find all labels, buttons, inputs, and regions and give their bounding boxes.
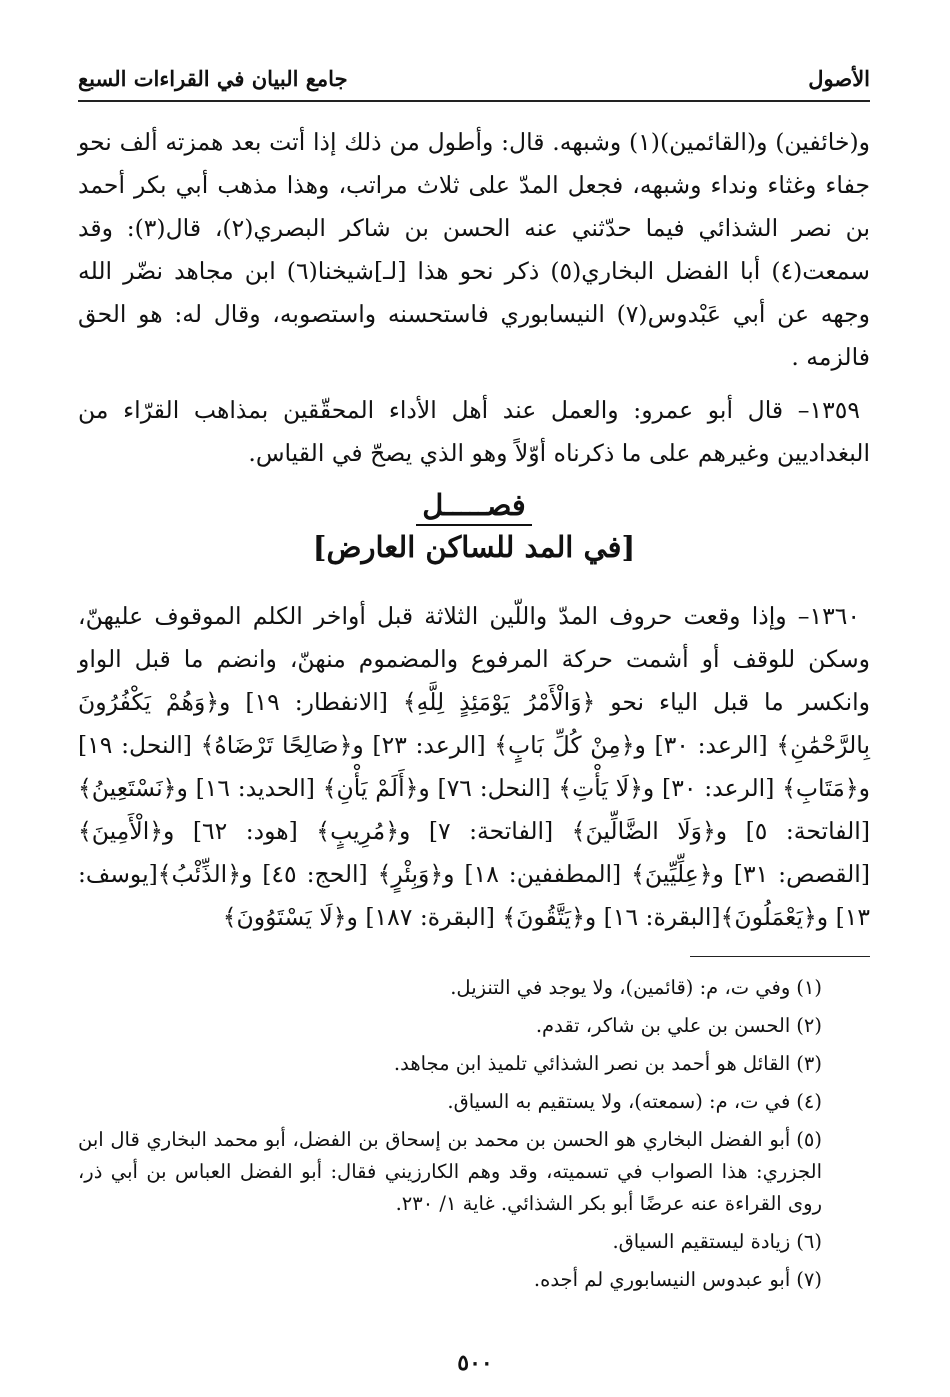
footnote-number: (٣) xyxy=(796,1052,822,1075)
footnote-separator xyxy=(690,956,870,957)
footnote-number: (٢) xyxy=(796,1014,822,1037)
paragraph-1360: ١٣٦٠– وإذا وقعت حروف المدّ واللّين الثلاثة قبل أواخر الكلم الموقوف عليهنّ، وسكن للوقف أو أشمت حركة المرفوع والمضموم منهنّ، وانضم ما قبل الواو وانكسر ما قبل الياء نحو ﴿وَالْأَمْرُ يَوْمَئِذٍ لِلَّهِ﴾ [الانفطار: ١٩] و﴿وَهُمْ يَكْفُرُونَ بِالرَّحْمَٰنِ﴾ [الرعد: ٣٠] و﴿مِنْ كُلِّ بَابٍ﴾ [الرعد: ٢٣] و﴿صَالِحًا تَرْضَاهُ﴾ [النحل: ١٩] و﴿مَتَابِ﴾ [الرعد: ٣٠] و﴿لَا يَأْتِ﴾ [النحل: ٧٦] و﴿أَلَمْ يَأْنِ﴾ [الحديد: ١٦] و﴿نَسْتَعِينُ﴾ [الفاتحة: ٥] و﴿وَلَا الضَّالِّينَ﴾ [الفاتحة: ٧] و﴿مُرِيبٍ﴾ [هود: ٦٢] و﴿الْأَمِينَ﴾ [القصص: ٣١] و﴿عِلِّيِّينَ﴾ [المطففين: ١٨] و﴿وَبِئْرٍ﴾ [الحج: ٤٥] و﴿الذِّئْبُ﴾[يوسف: ١٣] و﴿يَعْمَلُونَ﴾[البقرة: ١٦] و﴿يَتَّقُونَ﴾ [البقرة: ١٨٧] و﴿لَا يَسْتَوُونَ﴾ xyxy=(78,602,871,931)
footnote-number: (٤) xyxy=(796,1090,822,1113)
footnote xyxy=(78,1124,822,1220)
footnote-text: أبو عبدوس النيسابوري لم أجده. xyxy=(533,1268,791,1291)
footnote-number: (١) xyxy=(796,976,822,999)
footnote xyxy=(78,972,822,1004)
header-rule xyxy=(78,100,870,102)
footnote-text: القائل هو أحمد بن نصر الشذائي تلميذ ابن مجاهد. xyxy=(393,1052,791,1075)
footnote xyxy=(78,1264,822,1296)
footnote-text: أبو الفضل البخاري هو الحسن بن محمد بن إسحاق بن الفضل، أبو محمد البخاري قال ابن الجزري: هذا الصواب في تسميته، وقد وهم الكارزيني فقال: أبو الفضل العباس بن أبي ذر، روى القراءة عنه عرضًا أبو بكر الشذائي. غاية ١/ ٢٣٠. xyxy=(78,1128,822,1215)
footnote xyxy=(78,1086,822,1118)
section-heading xyxy=(78,488,870,526)
footnote xyxy=(78,1226,822,1258)
book-title: جامع البيان في القراءات السبع xyxy=(78,66,348,91)
footnotes xyxy=(78,972,822,1302)
section-subtitle: [في المد للساكن العارض] xyxy=(312,530,636,564)
section-title: فصـــــل xyxy=(416,488,531,526)
footnote-text: في ت، م: (سمعته)، ولا يستقيم به السياق. xyxy=(447,1090,791,1113)
running-header xyxy=(78,62,870,102)
paragraph-continuation: و(خائفين) و(القائمين)(١) وشبهه. قال: وأطول من ذلك إذا أتت بعد همزته ألف نحو جفاء وغثاء ونداء وشبهه، فجعل المدّ على ثلاث مراتب، وهذا مذهب أبي بكر أحمد بن نصر الشذائي فيما حدّثني عنه الحسن بن شاكر البصري(٢)، قال(٣): وقد سمعت(٤) أبا الفضل البخاري(٥) ذكر نحو هذا [لـ]شيخنا(٦) ابن مجاهد نضّر الله وجهه عن أبي عَبْدوس(٧) النيسابوري فاستحسنه واستصوبه، وقال له: هو الحق فالزمه . xyxy=(78,128,871,371)
footnote-text: وفي ت، م: (قائمين)، ولا يوجد في التنزيل. xyxy=(450,976,791,999)
footnote xyxy=(78,1048,822,1080)
footnote-text: زيادة ليستقيم السياق. xyxy=(612,1230,791,1253)
paragraph-1359: ١٣٥٩– قال أبو عمرو: والعمل عند أهل الأداء المحقّقين بمذاهب القرّاء من البغداديين وغيرهم على ما ذكرناه أوّلاً وهو الذي يصحّ في القياس. xyxy=(78,396,870,467)
chapter-title: الأصول xyxy=(808,66,870,91)
footnote-text: الحسن بن علي بن شاكر، تقدم. xyxy=(535,1014,791,1037)
footnote-number: (٥) xyxy=(796,1128,822,1151)
footnote-number: (٦) xyxy=(796,1230,822,1253)
footnote-number: (٧) xyxy=(796,1268,822,1291)
footnote xyxy=(78,1010,822,1042)
page-number: ٥٠٠ xyxy=(457,1350,493,1376)
